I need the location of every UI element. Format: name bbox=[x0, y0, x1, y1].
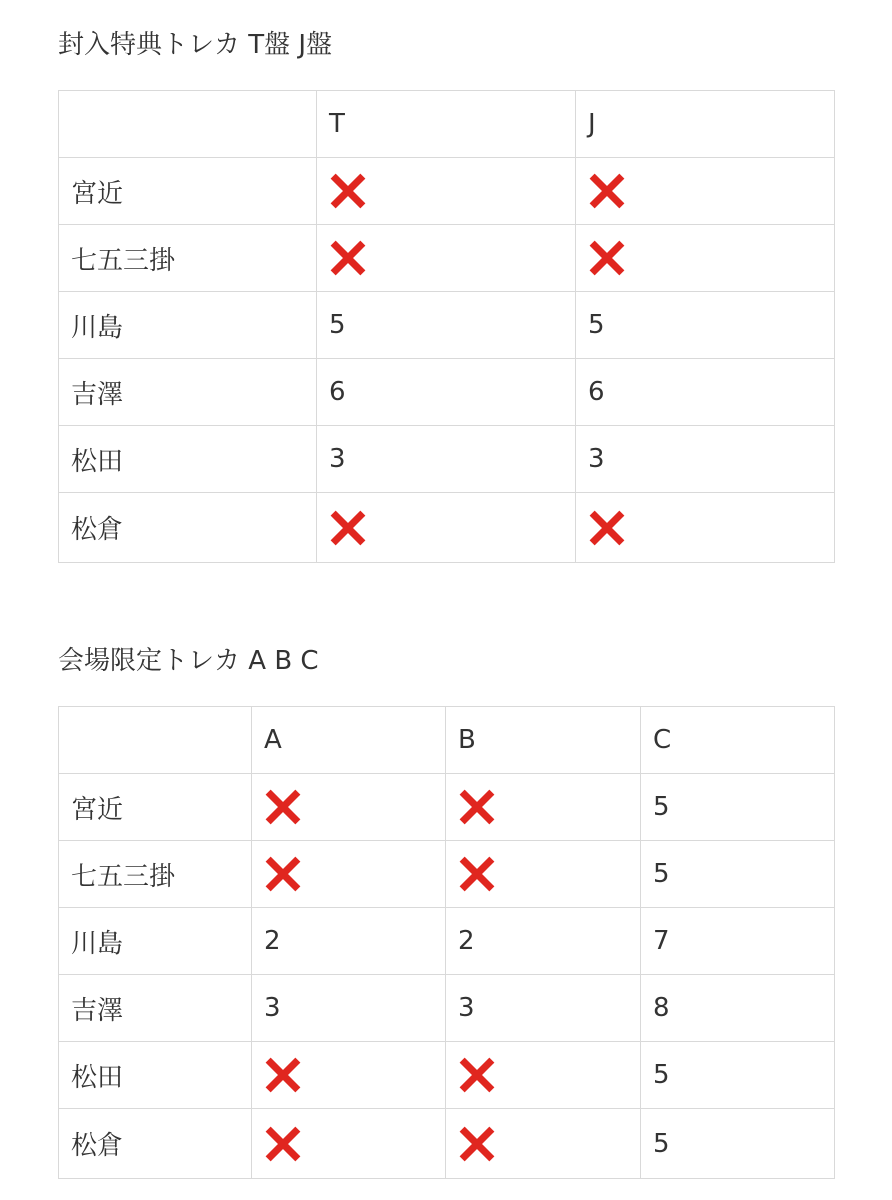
unavailable-cell bbox=[317, 225, 576, 292]
section-title-venue-cards: 会場限定トレカ A B C bbox=[58, 646, 319, 676]
count-cell: 5 bbox=[641, 1042, 835, 1109]
cross-mark-icon bbox=[329, 509, 367, 547]
count-cell: 5 bbox=[317, 292, 576, 359]
table-row bbox=[59, 225, 835, 292]
table-row bbox=[59, 975, 835, 1042]
header-row bbox=[59, 707, 835, 774]
count-cell: 3 bbox=[317, 426, 576, 493]
member-name-cell: 川島 bbox=[59, 908, 252, 975]
unavailable-cell bbox=[317, 158, 576, 225]
count-cell: 5 bbox=[641, 1109, 835, 1179]
member-name-cell: 宮近 bbox=[59, 774, 252, 841]
table-row bbox=[59, 426, 835, 493]
header-row bbox=[59, 91, 835, 158]
table-row bbox=[59, 841, 835, 908]
section-title-bonus-cards: 封入特典トレカ T盤 J盤 bbox=[58, 30, 333, 60]
count-cell: 3 bbox=[576, 426, 835, 493]
member-name-cell: 七五三掛 bbox=[59, 225, 317, 292]
cross-mark-icon bbox=[458, 1125, 496, 1163]
count-cell: 3 bbox=[446, 975, 641, 1042]
unavailable-cell bbox=[576, 493, 835, 563]
count-cell: 5 bbox=[641, 774, 835, 841]
member-name-cell: 吉澤 bbox=[59, 359, 317, 426]
unavailable-cell bbox=[252, 1109, 446, 1179]
count-cell: 5 bbox=[576, 292, 835, 359]
count-cell: 6 bbox=[576, 359, 835, 426]
unavailable-cell bbox=[252, 1042, 446, 1109]
header-cell: T bbox=[317, 91, 576, 158]
cross-mark-icon bbox=[588, 509, 626, 547]
table-row bbox=[59, 1109, 835, 1179]
unavailable-cell bbox=[446, 841, 641, 908]
unavailable-cell bbox=[252, 841, 446, 908]
table-row bbox=[59, 292, 835, 359]
table-row bbox=[59, 359, 835, 426]
unavailable-cell bbox=[446, 1042, 641, 1109]
unavailable-cell bbox=[576, 225, 835, 292]
count-cell: 8 bbox=[641, 975, 835, 1042]
header-cell: J bbox=[576, 91, 835, 158]
header-cell-corner bbox=[59, 91, 317, 158]
bonus-cards-table-body bbox=[59, 91, 835, 563]
table-row bbox=[59, 774, 835, 841]
header-cell-corner bbox=[59, 707, 252, 774]
unavailable-cell bbox=[446, 774, 641, 841]
count-cell: 7 bbox=[641, 908, 835, 975]
cross-mark-icon bbox=[458, 1056, 496, 1094]
venue-cards-table-body bbox=[59, 707, 835, 1179]
member-name-cell: 松田 bbox=[59, 1042, 252, 1109]
count-cell: 6 bbox=[317, 359, 576, 426]
cross-mark-icon bbox=[458, 855, 496, 893]
cross-mark-icon bbox=[329, 172, 367, 210]
cross-mark-icon bbox=[264, 1125, 302, 1163]
member-name-cell: 川島 bbox=[59, 292, 317, 359]
cross-mark-icon bbox=[458, 788, 496, 826]
cross-mark-icon bbox=[329, 239, 367, 277]
member-name-cell: 松田 bbox=[59, 426, 317, 493]
member-name-cell: 吉澤 bbox=[59, 975, 252, 1042]
count-cell: 2 bbox=[252, 908, 446, 975]
cross-mark-icon bbox=[588, 239, 626, 277]
table-row bbox=[59, 908, 835, 975]
unavailable-cell bbox=[576, 158, 835, 225]
header-cell: A bbox=[252, 707, 446, 774]
table-row bbox=[59, 158, 835, 225]
member-name-cell: 松倉 bbox=[59, 1109, 252, 1179]
cross-mark-icon bbox=[264, 1056, 302, 1094]
count-cell: 3 bbox=[252, 975, 446, 1042]
bonus-cards-table bbox=[58, 90, 835, 563]
member-name-cell: 宮近 bbox=[59, 158, 317, 225]
member-name-cell: 七五三掛 bbox=[59, 841, 252, 908]
cross-mark-icon bbox=[264, 788, 302, 826]
header-cell: C bbox=[641, 707, 835, 774]
unavailable-cell bbox=[317, 493, 576, 563]
count-cell: 2 bbox=[446, 908, 641, 975]
table-row bbox=[59, 493, 835, 563]
member-name-cell: 松倉 bbox=[59, 493, 317, 563]
unavailable-cell bbox=[252, 774, 446, 841]
table-row bbox=[59, 1042, 835, 1109]
cross-mark-icon bbox=[264, 855, 302, 893]
venue-cards-table bbox=[58, 706, 835, 1179]
cross-mark-icon bbox=[588, 172, 626, 210]
header-cell: B bbox=[446, 707, 641, 774]
unavailable-cell bbox=[446, 1109, 641, 1179]
count-cell: 5 bbox=[641, 841, 835, 908]
